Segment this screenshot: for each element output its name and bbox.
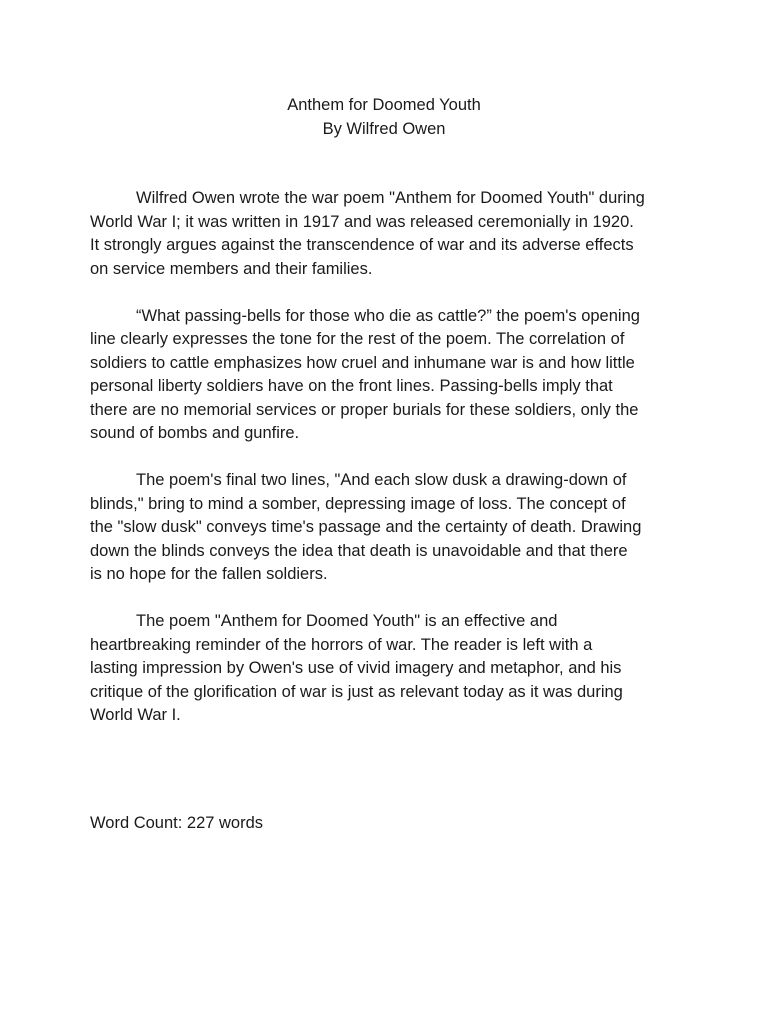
paragraph-line: personal liberty soldiers have on the front lines. Passing-bells imply that bbox=[90, 377, 613, 395]
document-title: Anthem for Doomed Youth bbox=[287, 96, 481, 114]
paragraph-1 bbox=[90, 187, 680, 281]
paragraph-line: World War I; it was written in 1917 and was released ceremonially in 1920. bbox=[90, 212, 634, 231]
paragraph-line: critique of the glorification of war is just as relevant today as it was during bbox=[90, 682, 623, 701]
title-block bbox=[0, 93, 768, 141]
paragraph-line: Wilfred Owen wrote the war poem "Anthem for Doomed Youth" during bbox=[136, 189, 645, 207]
paragraph-line: is no hope for the fallen soldiers. bbox=[90, 565, 328, 583]
paragraph-4 bbox=[90, 610, 680, 728]
paragraph-3 bbox=[90, 469, 680, 587]
paragraph-2 bbox=[90, 305, 680, 446]
paragraph-line: down the blinds conveys the idea that death is unavoidable and that there bbox=[90, 541, 628, 560]
paragraph-line: The poem "Anthem for Doomed Youth" is an effective and bbox=[136, 612, 558, 630]
paragraph-line: line clearly expresses the tone for the rest of the poem. The correlation of bbox=[90, 330, 625, 348]
paragraph-line: World War I. bbox=[90, 706, 181, 724]
paragraph-line: It strongly argues against the transcendence of war and its adverse effects bbox=[90, 236, 634, 254]
paragraph-line: lasting impression by Owen's use of vivid imagery and metaphor, and his bbox=[90, 659, 622, 677]
paragraph-line: the "slow dusk" conveys time's passage and the certainty of death. Drawing bbox=[90, 518, 642, 536]
word-count: Word Count: 227 words bbox=[90, 814, 264, 832]
paragraph-line: blinds," bring to mind a somber, depressing image of loss. The concept of bbox=[90, 494, 626, 513]
paragraph-line: there are no memorial services or proper burials for these soldiers, only the bbox=[90, 400, 639, 419]
paragraph-line: heartbreaking reminder of the horrors of war. The reader is left with a bbox=[90, 635, 593, 654]
paragraph-line: The poem's final two lines, "And each slow dusk a drawing-down of bbox=[136, 471, 627, 489]
paragraph-line: soldiers to cattle emphasizes how cruel and inhumane war is and how little bbox=[90, 353, 635, 372]
paragraph-line: on service members and their families. bbox=[90, 259, 373, 278]
paragraph-line: sound of bombs and gunfire. bbox=[90, 424, 300, 442]
paragraph-line: “What passing-bells for those who die as cattle?” the poem's opening bbox=[136, 306, 640, 325]
document-body bbox=[90, 187, 680, 751]
document-byline: By Wilfred Owen bbox=[322, 120, 446, 138]
